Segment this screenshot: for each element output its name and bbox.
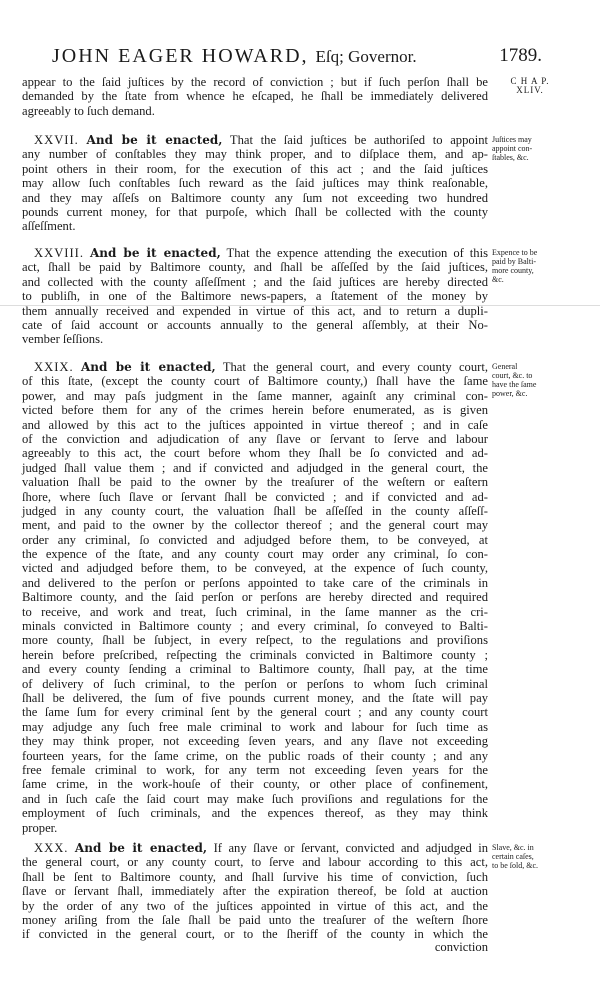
- text-line: may adjudge any ſuch free male criminal to work and labour for ſuch time as: [22, 719, 488, 734]
- text-line: pounds current money, for that purpoſe, which ſhall be collected with the county: [22, 204, 488, 219]
- margin-note-line: Slave, &c. in: [492, 843, 534, 852]
- text-line: the expence of the ſtate, and any county court may order any criminal, ſo con-: [22, 547, 488, 562]
- text-line: ſhall be delivered, the ſum of five pounds current money, and the ſtate will pay: [22, 690, 488, 705]
- running-header: [52, 45, 542, 69]
- text-line: proper.: [22, 820, 58, 835]
- text-line: free female criminal to work, for any term not exceeding ſeven years for the: [22, 762, 488, 777]
- text-line: agreeably to ſuch demand.: [22, 103, 155, 118]
- margin-note-line: court, &c. to: [492, 371, 533, 380]
- text-line: agreeably to this act, the court before whom they ſhall be ſo convicted and ad-: [22, 446, 488, 461]
- enacting-clause: And be it enacted,: [90, 246, 221, 260]
- section-number: XXIX.: [34, 360, 74, 374]
- text-line: valuation ſhall be paid to the owner by the treaſurer of the weſtern or eaſtern: [22, 475, 488, 490]
- margin-note-line: Expence to be: [492, 248, 538, 257]
- enacting-clause: And be it enacted,: [86, 133, 223, 147]
- text-line: fourteen years, for the ſame crime, on the public roads of their county ; and any: [22, 748, 488, 763]
- text-line: point others in their room, for the execution of this act ; and the ſaid juſtices: [22, 161, 488, 176]
- section-number: XXVII.: [34, 133, 79, 147]
- text-line: to receive, and work and treat, ſuch criminal, in the ſame manner as the cri-: [22, 604, 488, 619]
- margin-note-line: appoint con-: [492, 144, 533, 153]
- text-line: ſlave or ſervant ſhall, immediately after the expiration thereof, be ſold at auction: [22, 884, 488, 899]
- text-line: demanded by the ſtate from whence he eſcaped, he ſhall be immediately delivered: [22, 89, 488, 104]
- margin-note: [492, 248, 568, 284]
- margin-note-line: &c.: [492, 275, 504, 284]
- text-line: and allowed by this act to the juſtices appointed in virtue thereof ; and in caſe: [22, 417, 488, 432]
- text-line: by the order of any two of the juſtices appointed in virtue of this act, and the: [22, 898, 488, 913]
- section-number: XXX.: [34, 841, 69, 855]
- margin-note-line: have the ſame: [492, 380, 537, 389]
- text-line: [22, 841, 488, 855]
- text-line: ſhall be ſent to Baltimore county, and ſhall ſurvive his time of conviction, ſuch: [22, 869, 488, 884]
- text-line: the ſame ſum for every criminal ſent by the general court ; and any county court: [22, 705, 488, 720]
- text-line: of the conviction and adjudication of any ſlave or ſervant to ſerve and labour: [22, 431, 488, 446]
- margin-note-line: General: [492, 362, 518, 371]
- catchword: conviction: [434, 940, 488, 954]
- text-line: ment, and paid to the owner by the collector thereof ; and the general court may: [22, 518, 488, 533]
- text-line: judged ſhall value them ; and if convicted and adjudged in the general court, the: [22, 460, 488, 475]
- text-line: ſhore, where ſuch ſlave or ſervant ſhall be convicted ; and if convicted and ad-: [22, 489, 488, 504]
- text-line: to publiſh, in one of the Baltimore news-papers, a ſtatement of the money by: [22, 289, 488, 304]
- margin-note-line: power, &c.: [492, 389, 528, 398]
- text-line: vember ſeſſions.: [22, 332, 104, 347]
- text-line: order any criminal, ſo convicted and adjudged before them, to be conveyed, at: [22, 532, 488, 547]
- margin-note-line: to be ſold, &c.: [492, 861, 538, 870]
- line-text: That the expence attending the execution of this: [226, 246, 488, 260]
- text-line: them annually received and expended in virtue of this act, and to return a dupli-: [22, 303, 488, 318]
- text-line: ſame crime, in the work-houſe of their county, or other place of confinement,: [22, 777, 488, 792]
- text-line: and every county ſending a criminal to Baltimore county, ſhall pay, at the time: [22, 662, 488, 677]
- text-line: [22, 246, 488, 260]
- text-line: [22, 133, 488, 147]
- section-xxvii: [22, 133, 488, 234]
- text-line: they may think proper, not exceeding ſeven years, and any ſlave not exceeding: [22, 734, 488, 749]
- section-xxx: [22, 841, 488, 942]
- text-line: cate of ſaid account or accounts annually to the general aſſembly, at their No-: [22, 317, 488, 332]
- text-line: money ariſing from the ſale ſhall be paid unto the treaſurer of the weſtern ſhore: [22, 912, 488, 927]
- text-line: and they may aſſeſs on Baltimore county any ſum not exceeding two hundred: [22, 190, 488, 205]
- margin-note: [492, 843, 568, 870]
- line-text: If any ſlave or ſervant, convicted and adjudged in: [213, 841, 489, 855]
- text-line: of this ſtate, (except the county court of Baltimore county,) ſhall have the ſame: [22, 374, 488, 389]
- line-text: That the ſaid juſtices be authoriſed to appoint: [229, 133, 488, 147]
- margin-note: [492, 135, 568, 162]
- text-line: victed before them for any of the crimes herein before enumerated, as is given: [22, 403, 488, 418]
- enacting-clause: And be it enacted,: [80, 360, 216, 374]
- text-line: aſſeſſment.: [22, 219, 76, 234]
- text-line: more county, ſhall be ſubject, in every reſpect, to the regulations and proviſions: [22, 633, 488, 648]
- header-name: JOHN EAGER HOWARD,: [52, 45, 309, 67]
- text-line: the general court, or any county court, to ſerve and labour according to this act,: [22, 855, 488, 870]
- text-line: [22, 360, 488, 374]
- section-number: XXVIII.: [34, 246, 85, 260]
- section-continued: [22, 75, 488, 118]
- text-line: Baltimore county, and the ſaid perſon or perſons are hereby directed and required: [22, 590, 488, 605]
- header-title: [52, 45, 417, 68]
- text-line: employment of ſuch criminals, and the expences thereof, as they may think: [22, 806, 488, 821]
- header-esq-governor: Eſq; Governor.: [315, 47, 417, 66]
- text-line: of delivery of ſuch criminal, to the perſon or perſons to whom ſuch criminal: [22, 676, 488, 691]
- text-line: and in ſuch caſe the ſaid court may make ſuch proviſions and regulations for the: [22, 791, 488, 806]
- margin-note-line: ſtables, &c.: [492, 153, 529, 162]
- text-line: herein before preſcribed, reſpecting the criminals convicted in Baltimore county ;: [22, 647, 488, 662]
- text-line: may allow ſuch conſtables ſuch reward as the ſaid juſtices may think reaſonable,: [22, 176, 488, 191]
- text-line: minals convicted in Baltimore county ; and every criminal, ſo conveyed to Balti-: [22, 619, 488, 634]
- text-line: act, ſhall be paid by Baltimore county, and ſhall be aſſeſſed by the ſaid juſtices,: [22, 260, 488, 275]
- header-year: 1789.: [499, 45, 542, 66]
- margin-note-line: C H A P.: [510, 76, 550, 86]
- margin-note-line: certain caſes,: [492, 852, 534, 861]
- margin-note: [492, 362, 568, 398]
- margin-note-line: Juſtices may: [492, 135, 532, 144]
- text-line: judged in any county court, the valuation ſhall be aſſeſſed in the county aſſeſſ-: [22, 503, 488, 518]
- section-xxix: [22, 360, 488, 835]
- text-line: if convicted in the general court, or to the ſheriff of the county in which the: [22, 927, 488, 942]
- enacting-clause: And be it enacted,: [74, 841, 208, 855]
- text-line: appear to the ſaid juſtices by the record of conviction ; but if ſuch perſon ſhall be: [22, 75, 488, 89]
- section-xxviii: [22, 246, 488, 347]
- margin-note-line: XLIV.: [516, 85, 544, 95]
- margin-note-line: paid by Balti-: [492, 257, 536, 266]
- margin-note-line: more county,: [492, 266, 534, 275]
- line-text: That the general court, and every county court,: [222, 360, 488, 374]
- text-line: power, and may paſs judgment in the ſame manner, againſt any criminal con-: [22, 388, 488, 403]
- text-line: any number of conſtables they may think proper, and to diſplace them, and ap-: [22, 147, 488, 162]
- text-line: victed and adjudged before them, to be conveyed, at the expence of ſuch county,: [22, 561, 488, 576]
- text-line: and collected with the county aſſeſſment ; and the ſaid juſtices are hereby directed: [22, 274, 488, 289]
- text-line: and delivered to the perſon or perſons appointed to take care of the criminals in: [22, 575, 488, 590]
- margin-note: [492, 77, 568, 95]
